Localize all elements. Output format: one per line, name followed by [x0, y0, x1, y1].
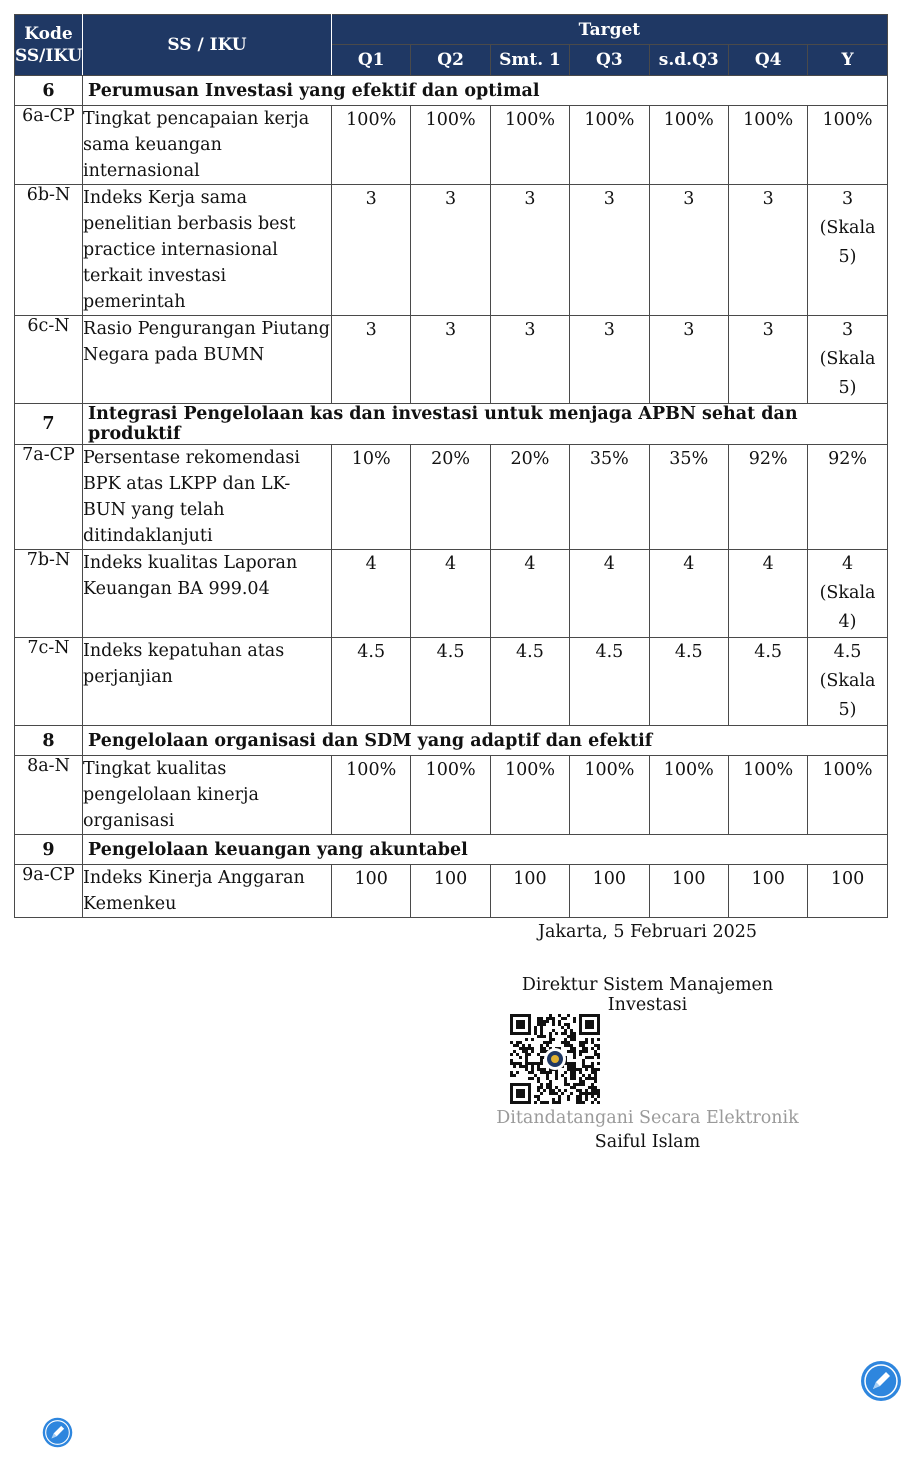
target-value-cell — [649, 316, 728, 404]
target-value: 100% — [663, 110, 714, 130]
target-value: 4 — [841, 554, 854, 574]
row-code: 6b-N — [15, 185, 83, 316]
header-period: Smt. 1 — [490, 45, 569, 76]
section-code: 6 — [15, 76, 83, 106]
target-value: 3 — [841, 320, 854, 340]
target-value: 100% — [504, 110, 555, 130]
target-value-cell — [728, 445, 807, 550]
header-period: Q1 — [332, 45, 411, 76]
target-value-cell — [570, 106, 649, 185]
table-row — [15, 106, 888, 185]
target-value-cell — [808, 316, 887, 404]
target-value-cell — [808, 638, 887, 726]
target-value: 3 — [762, 320, 774, 340]
target-value: 100 — [830, 869, 865, 889]
target-value: 20% — [510, 449, 550, 469]
target-value-cell — [411, 756, 490, 835]
header-period: Q2 — [411, 45, 490, 76]
target-value: 4.5 — [595, 642, 624, 662]
scale-note: (Skala 5) — [819, 671, 876, 720]
target-value-cell — [332, 638, 411, 726]
target-value-cell — [332, 445, 411, 550]
target-value-cell — [649, 445, 728, 550]
row-code: 8a-N — [15, 756, 83, 835]
target-value-cell — [490, 185, 569, 316]
target-value: 3 — [524, 189, 536, 209]
target-value: 3 — [683, 320, 695, 340]
target-value: 10% — [351, 449, 391, 469]
section-row — [15, 404, 888, 445]
target-value-cell — [411, 445, 490, 550]
target-value-cell — [411, 185, 490, 316]
row-code: 7a-CP — [15, 445, 83, 550]
target-value-cell — [570, 638, 649, 726]
target-value: 4 — [683, 554, 695, 574]
section-title: Pengelolaan keuangan yang akuntabel — [83, 835, 888, 865]
row-indicator: Indeks Kerja sama penelitian berbasis best practice internasional terkait investasi pemerintah — [83, 185, 332, 316]
table-row — [15, 756, 888, 835]
header-target: Target — [332, 15, 888, 45]
header-kode: Kode SS/IKU — [15, 15, 83, 76]
row-code: 7b-N — [15, 550, 83, 638]
target-value-cell — [649, 638, 728, 726]
row-code: 9a-CP — [15, 865, 83, 918]
target-value: 100 — [672, 869, 706, 889]
target-value: 100% — [584, 110, 635, 130]
target-value: 4.5 — [516, 642, 544, 662]
target-value-cell — [728, 638, 807, 726]
target-value-cell — [411, 865, 490, 918]
target-value: 92% — [828, 449, 867, 469]
target-value: 3 — [683, 189, 695, 209]
target-value-cell — [490, 445, 569, 550]
target-value-cell — [570, 550, 649, 638]
target-value: 3 — [445, 189, 457, 209]
pen-badge-icon — [42, 1417, 73, 1448]
target-value: 100 — [513, 869, 547, 889]
table-header — [15, 15, 888, 76]
target-value: 92% — [748, 449, 788, 469]
table-row — [15, 445, 888, 550]
header-period: Q3 — [570, 45, 649, 76]
target-value-cell — [490, 106, 569, 185]
target-value-cell — [808, 106, 887, 185]
target-value-cell — [490, 865, 569, 918]
target-value-cell — [570, 756, 649, 835]
target-value: 3 — [762, 189, 774, 209]
target-value-cell — [332, 316, 411, 404]
signer-name: Saiful Islam — [594, 1132, 701, 1152]
target-table — [14, 14, 888, 918]
target-value-cell — [649, 550, 728, 638]
target-value: 35% — [589, 449, 629, 469]
target-value-cell — [570, 865, 649, 918]
target-value: 4 — [445, 554, 457, 574]
row-indicator: Tingkat pencapaian kerja sama keuangan internasional — [83, 106, 332, 185]
row-indicator: Indeks kepatuhan atas perjanjian — [83, 638, 332, 726]
table-body — [15, 76, 888, 918]
target-value-cell — [728, 756, 807, 835]
section-code: 7 — [15, 404, 83, 445]
target-value-cell — [728, 106, 807, 185]
target-value-cell — [332, 185, 411, 316]
target-value: 4 — [524, 554, 536, 574]
target-value: 100 — [592, 869, 627, 889]
row-code: 7c-N — [15, 638, 83, 726]
section-title: Pengelolaan organisasi dan SDM yang adaptif dan efektif — [83, 726, 888, 756]
section-row — [15, 835, 888, 865]
target-value-cell — [728, 550, 807, 638]
target-value: 3 — [445, 320, 457, 340]
table-row — [15, 638, 888, 726]
target-value-cell — [490, 550, 569, 638]
target-value: 4.5 — [357, 642, 386, 662]
target-value-cell — [728, 185, 807, 316]
qr-code-icon — [510, 1014, 600, 1104]
row-indicator: Indeks Kinerja Anggaran Kemenkeu — [83, 865, 332, 918]
target-value-cell — [490, 638, 569, 726]
target-value: 20% — [431, 449, 471, 469]
target-value: 4 — [603, 554, 615, 574]
target-value-cell — [728, 316, 807, 404]
target-value: 100% — [584, 760, 635, 780]
target-value: 100% — [425, 760, 476, 780]
section-title: Integrasi Pengelolaan kas dan investasi untuk menjaga APBN sehat dan produktif — [83, 404, 888, 445]
target-value-cell — [649, 756, 728, 835]
target-value: 100% — [425, 110, 476, 130]
place-date: Jakarta, 5 Februari 2025 — [537, 922, 757, 942]
target-value: 100% — [822, 110, 873, 130]
target-value: 4.5 — [674, 642, 703, 662]
target-value-cell — [808, 185, 887, 316]
target-value: 4 — [365, 554, 377, 574]
row-indicator: Tingkat kualitas pengelolaan kinerja organisasi — [83, 756, 332, 835]
target-value-cell — [728, 865, 807, 918]
target-value-cell — [570, 445, 649, 550]
target-value-cell — [649, 865, 728, 918]
row-indicator: Persentase rekomendasi BPK atas LKPP dan LK-BUN yang telah ditindaklanjuti — [83, 445, 332, 550]
target-value: 100% — [822, 760, 873, 780]
target-value-cell — [411, 550, 490, 638]
target-value-cell — [570, 185, 649, 316]
target-value-cell — [332, 756, 411, 835]
header-period: Y — [808, 45, 887, 76]
target-value-cell — [808, 865, 887, 918]
target-value-cell — [649, 106, 728, 185]
target-value: 3 — [603, 189, 615, 209]
target-value: 4 — [762, 554, 774, 574]
section-row — [15, 76, 888, 106]
table-row — [15, 185, 888, 316]
pen-badge-icon — [860, 1360, 902, 1402]
target-value-cell — [570, 316, 649, 404]
target-value: 100 — [751, 869, 785, 889]
signer-position: Direktur Sistem Manajemen Investasi — [521, 975, 774, 1015]
target-value: 100 — [354, 869, 388, 889]
table-row — [15, 550, 888, 638]
target-value: 100% — [743, 110, 794, 130]
target-value: 4.5 — [436, 642, 465, 662]
row-indicator: Indeks kualitas Laporan Keuangan BA 999.04 — [83, 550, 332, 638]
target-value: 100 — [433, 869, 468, 889]
target-value-cell — [332, 106, 411, 185]
target-value-cell — [411, 316, 490, 404]
target-value-cell — [808, 756, 887, 835]
scale-note: (Skala 4) — [819, 583, 876, 632]
target-value: 3 — [524, 320, 536, 340]
header-period: Q4 — [728, 45, 807, 76]
header-ss-iku: SS / IKU — [83, 15, 332, 76]
target-value: 100% — [346, 110, 397, 130]
target-value: 100% — [743, 760, 794, 780]
target-value-cell — [490, 756, 569, 835]
target-value-cell — [808, 445, 887, 550]
target-value-cell — [411, 638, 490, 726]
target-value: 4.5 — [833, 642, 862, 662]
section-code: 9 — [15, 835, 83, 865]
esign-note: Ditandatangani Secara Elektronik — [496, 1108, 799, 1128]
target-value-cell — [649, 185, 728, 316]
target-value: 3 — [365, 189, 377, 209]
target-value: 35% — [669, 449, 709, 469]
table-row — [15, 316, 888, 404]
target-value-cell — [411, 106, 490, 185]
target-value: 3 — [603, 320, 615, 340]
section-title: Perumusan Investasi yang efektif dan optimal — [83, 76, 888, 106]
row-code: 6a-CP — [15, 106, 83, 185]
target-value: 4.5 — [754, 642, 783, 662]
row-indicator: Rasio Pengurangan Piutang Negara pada BUMN — [83, 316, 332, 404]
target-value: 100% — [504, 760, 555, 780]
table-row — [15, 865, 888, 918]
section-code: 8 — [15, 726, 83, 756]
row-code: 6c-N — [15, 316, 83, 404]
target-value: 100% — [663, 760, 714, 780]
target-value-cell — [808, 550, 887, 638]
header-period: s.d.Q3 — [649, 45, 728, 76]
section-row — [15, 726, 888, 756]
target-value: 3 — [365, 320, 377, 340]
scale-note: (Skala 5) — [819, 349, 876, 398]
scale-note: (Skala 5) — [819, 218, 876, 267]
target-value-cell — [490, 316, 569, 404]
target-value: 100% — [346, 760, 397, 780]
target-value: 3 — [841, 189, 854, 209]
target-value-cell — [332, 865, 411, 918]
target-value-cell — [332, 550, 411, 638]
